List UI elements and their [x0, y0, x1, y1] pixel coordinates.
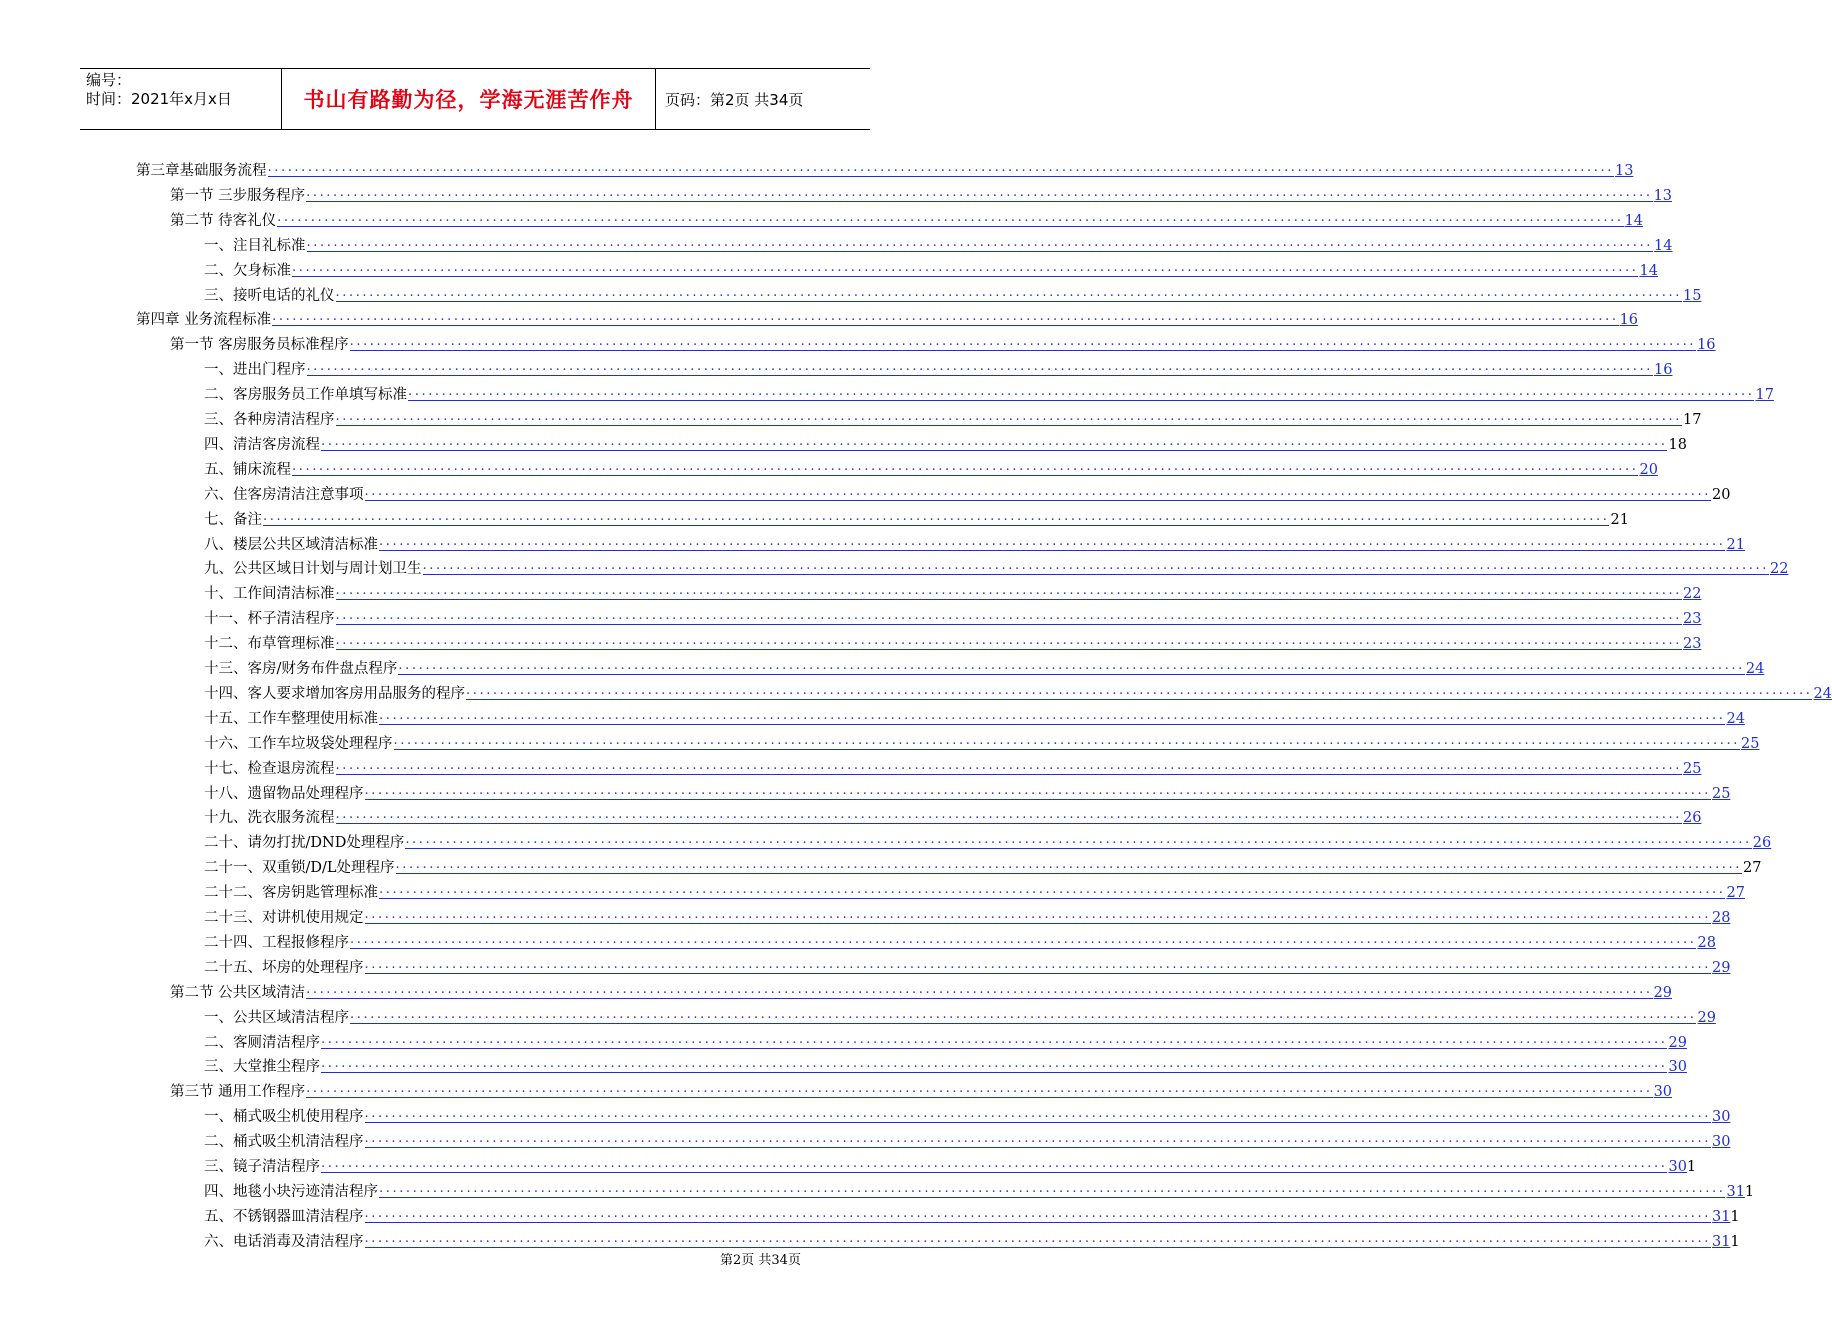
toc-entry-page[interactable]: 14	[1653, 237, 1673, 254]
toc-entry[interactable]	[204, 604, 1702, 628]
toc-leader-dots: ........................................................................................................................................................................................................	[306, 1081, 1653, 1097]
toc-leader-dots: ........................................................................................................................................................................................................	[292, 259, 1639, 275]
toc-entry-page[interactable]: 13	[1653, 187, 1673, 204]
toc-entry[interactable]	[204, 1202, 1740, 1226]
toc-entry-page[interactable]: 28	[1711, 910, 1731, 926]
toc-leader-dots: ........................................................................................................................................................................................................	[422, 558, 1769, 574]
toc-entry-label: 十四、客人要求增加客房用品服务的程序	[204, 685, 465, 702]
toc-leader-dots: ........................................................................................................................................................................................................	[379, 882, 1726, 898]
toc-leader-dots: ........................................................................................................................................................................................................	[306, 184, 1653, 200]
toc-entry-page[interactable]: 16	[1653, 362, 1673, 379]
toc-entry[interactable]	[204, 1102, 1731, 1126]
toc-entry[interactable]	[170, 330, 1716, 354]
toc-entry[interactable]	[204, 505, 1629, 529]
toc-entry-page[interactable]: 23	[1682, 611, 1702, 628]
toc-leader-dots: ........................................................................................................................................................................................................	[335, 757, 1682, 773]
toc-entry-label: 七、备注	[204, 511, 262, 528]
toc-entry[interactable]	[204, 903, 1731, 927]
toc-leader-dots: ........................................................................................................................................................................................................	[364, 1230, 1711, 1246]
toc-leader-dots: ........................................................................................................................................................................................................	[379, 707, 1726, 723]
toc-entry-label: 二十二、客房钥匙管理标准	[204, 885, 378, 902]
toc-leader-dots: ........................................................................................................................................................................................................	[350, 1006, 1697, 1022]
toc-leader-dots: ........................................................................................................................................................................................................	[379, 533, 1726, 549]
toc-leader-dots: ........................................................................................................................................................................................................	[306, 234, 1653, 250]
toc-entry-page[interactable]: 17	[1755, 387, 1774, 404]
toc-entry[interactable]	[170, 978, 1673, 1002]
toc-entry-page[interactable]: 28	[1697, 934, 1716, 951]
toc-entry[interactable]	[204, 853, 1762, 877]
toc-entry-label: 二十一、双重锁/D/L处理程序	[204, 860, 395, 877]
toc-entry[interactable]	[204, 928, 1716, 952]
toc-leader-dots: ........................................................................................................................................................................................................	[398, 658, 1745, 673]
page-footer: 第2页 共34页	[720, 1253, 801, 1268]
toc-entry-page[interactable]: 27	[1726, 885, 1745, 902]
toc-entry-label: 第四章 业务流程标准	[136, 312, 272, 329]
toc-entry-page[interactable]: 24	[1745, 661, 1765, 677]
toc-entry-label: 二十四、工程报修程序	[204, 934, 349, 951]
toc-entry-page[interactable]: 23	[1682, 636, 1702, 653]
toc-entry-label: 第三章基础服务流程	[136, 163, 267, 179]
toc-leader-dots: ........................................................................................................................................................................................................	[364, 1106, 1711, 1122]
toc-entry-page[interactable]: 29	[1711, 959, 1731, 976]
toc-entry[interactable]	[170, 206, 1644, 230]
toc-entry-label: 第二节 公共区域清洁	[170, 984, 306, 1001]
toc-entry-page[interactable]: 24	[1813, 685, 1832, 702]
toc-leader-dots: ........................................................................................................................................................................................................	[349, 334, 1697, 350]
toc-entry-page[interactable]: 17	[1682, 412, 1702, 428]
toc-entry-label: 二、欠身标准	[204, 262, 291, 279]
toc-entry[interactable]	[204, 380, 1774, 404]
toc-leader-dots: ........................................................................................................................................................................................................	[335, 409, 1682, 424]
toc-entry-page[interactable]: 29	[1653, 984, 1673, 1001]
page-info: 页码：第2页 共34页	[665, 90, 804, 109]
toc-entry[interactable]	[204, 1127, 1731, 1151]
toc-entry-page[interactable]: 30	[1711, 1109, 1731, 1126]
toc-entry-page[interactable]: 30	[1711, 1134, 1731, 1151]
toc-entry-page[interactable]: 16	[1697, 337, 1716, 354]
toc-entry[interactable]	[204, 1028, 1687, 1052]
toc-entry-label: 八、楼层公共区域清洁标准	[204, 536, 378, 553]
motto: 书山有路勤为径，学海无涯苦作舟	[303, 88, 634, 112]
toc-entry-page[interactable]: 20	[1639, 461, 1658, 478]
toc-entry-label: 十九、洗衣服务流程	[204, 810, 335, 827]
toc-entry[interactable]	[204, 679, 1832, 703]
toc-entry-page[interactable]: 27	[1743, 860, 1762, 877]
toc-entry-label: 一、进出门程序	[204, 362, 306, 379]
toc-entry[interactable]	[204, 828, 1772, 852]
toc-entry[interactable]	[204, 405, 1702, 429]
toc-entry-page[interactable]: 13	[1614, 163, 1634, 179]
toc-entry-suffix: 1	[1730, 1233, 1740, 1250]
toc-entry-label: 四、清洁客房流程	[204, 436, 320, 453]
toc-entry-page[interactable]: 30	[1668, 1159, 1687, 1175]
toc-entry[interactable]	[204, 480, 1731, 504]
toc-entry-page[interactable]: 18	[1668, 436, 1687, 453]
toc-entry[interactable]	[204, 754, 1702, 778]
toc-entry[interactable]	[170, 1077, 1673, 1101]
toc-leader-dots: ........................................................................................................................................................................................................	[364, 782, 1711, 798]
toc-entry[interactable]	[204, 231, 1673, 255]
toc-leader-dots: ........................................................................................................................................................................................................	[272, 309, 1619, 325]
toc-entry[interactable]	[204, 530, 1745, 554]
toc-entry-label: 二十、请勿打扰/DND处理程序	[204, 835, 405, 852]
toc-entry-page[interactable]: 21	[1610, 511, 1629, 528]
toc-entry[interactable]	[204, 729, 1760, 753]
toc-leader-dots: ........................................................................................................................................................................................................	[335, 807, 1682, 823]
toc-entry[interactable]	[204, 779, 1731, 803]
toc-leader-dots: ........................................................................................................................................................................................................	[408, 384, 1755, 400]
toc-entry[interactable]	[170, 181, 1673, 205]
toc-entry-page[interactable]: 24	[1726, 710, 1745, 727]
toc-entry[interactable]	[204, 256, 1658, 280]
toc-entry[interactable]	[204, 455, 1658, 479]
toc-entry-page[interactable]: 22	[1769, 561, 1789, 578]
toc-entry-label: 一、公共区域清洁程序	[204, 1009, 349, 1026]
toc-entry-page[interactable]: 25	[1740, 735, 1760, 752]
toc-leader-dots: ........................................................................................................................................................................................................	[335, 633, 1682, 649]
toc-entry[interactable]	[204, 704, 1745, 728]
toc-entry[interactable]	[204, 355, 1673, 379]
number-label: 编号：	[86, 71, 132, 89]
toc-entry-page[interactable]: 29	[1668, 1034, 1687, 1051]
toc-entry-page[interactable]: 26	[1682, 810, 1702, 827]
toc-leader-dots: ........................................................................................................................................................................................................	[466, 682, 1813, 698]
toc-entry[interactable]	[204, 1052, 1687, 1076]
toc-entry-label: 三、各种房清洁程序	[204, 412, 335, 428]
toc-entry-label: 二、客厕清洁程序	[204, 1034, 320, 1051]
toc-leader-dots: ........................................................................................................................................................................................................	[364, 1205, 1711, 1221]
toc-leader-dots: ........................................................................................................................................................................................................	[364, 956, 1711, 972]
toc-entry-page[interactable]: 29	[1697, 1009, 1716, 1026]
toc-entry-page[interactable]: 14	[1624, 212, 1644, 229]
toc-entry-label: 六、电话消毒及清洁程序	[204, 1233, 364, 1250]
toc-leader-dots: ........................................................................................................................................................................................................	[350, 931, 1697, 947]
toc-entry-label: 第三节 通用工作程序	[170, 1084, 306, 1101]
toc-entry-label: 十二、布草管理标准	[204, 636, 335, 653]
toc-entry-page[interactable]: 21	[1726, 536, 1745, 553]
toc-leader-dots: ........................................................................................................................................................................................................	[306, 981, 1653, 997]
toc-entry-page[interactable]: 31	[1711, 1208, 1731, 1225]
toc-entry-label: 六、住客房清洁注意事项	[204, 486, 364, 503]
toc-entry-suffix: 1	[1744, 1183, 1755, 1200]
toc-entry-label: 三、镜子清洁程序	[204, 1159, 320, 1175]
toc-entry-page[interactable]: 31	[1711, 1233, 1731, 1250]
toc-entry-label: 二十三、对讲机使用规定	[204, 910, 364, 926]
toc-entry-label: 第二节 待客礼仪	[170, 212, 277, 229]
toc-entry[interactable]	[204, 1003, 1716, 1027]
toc-entry-label: 十三、客房/财务布件盘点程序	[204, 661, 398, 677]
toc-entry-label: 第一节 三步服务程序	[170, 187, 306, 204]
toc-leader-dots: ........................................................................................................................................................................................................	[364, 907, 1711, 922]
toc-entry-label: 二十五、坏房的处理程序	[204, 959, 364, 976]
header-motto-cell	[281, 69, 656, 129]
toc-leader-dots: ........................................................................................................................................................................................................	[321, 1056, 1668, 1072]
header-page-cell	[655, 69, 870, 129]
toc-entry-page[interactable]: 26	[1752, 835, 1772, 852]
toc-entry-label: 二、客房服务员工作单填写标准	[204, 387, 407, 404]
toc-entry-label: 四、地毯小块污迹清洁程序	[204, 1183, 378, 1200]
toc-entry-label: 十五、工作车整理使用标准	[204, 710, 378, 727]
toc-leader-dots: ........................................................................................................................................................................................................	[395, 857, 1742, 873]
toc-leader-dots: ........................................................................................................................................................................................................	[292, 458, 1639, 474]
toc-entry-label: 十、工作间清洁标准	[204, 586, 335, 603]
toc-entry-label: 十六、工作车垃圾袋处理程序	[204, 735, 393, 752]
toc-entry-label: 第一节 客房服务员标准程序	[170, 337, 349, 354]
toc-leader-dots: ........................................................................................................................................................................................................	[393, 732, 1740, 748]
toc-entry[interactable]	[204, 430, 1687, 454]
toc-entry-page[interactable]: 25	[1711, 785, 1731, 802]
toc-entry[interactable]	[204, 878, 1745, 902]
header-meta	[80, 69, 281, 129]
toc-entry[interactable]	[204, 953, 1731, 977]
toc-entry-label: 十一、杯子清洁程序	[204, 611, 335, 628]
toc-leader-dots: ........................................................................................................................................................................................................	[321, 1156, 1668, 1171]
toc-entry[interactable]	[136, 156, 1634, 180]
toc-entry-suffix: 1	[1730, 1208, 1740, 1225]
toc-entry-label: 三、接听电话的礼仪	[204, 287, 335, 304]
toc-entry-page[interactable]: 22	[1682, 586, 1702, 603]
toc-leader-dots: ........................................................................................................................................................................................................	[335, 583, 1682, 599]
toc-entry-suffix: 1	[1686, 1159, 1697, 1175]
toc-entry[interactable]	[204, 629, 1702, 653]
toc-entry-page[interactable]: 15	[1682, 287, 1702, 304]
time-label: 时间：2021年x月x日	[86, 90, 232, 108]
toc-entry[interactable]	[204, 803, 1702, 827]
toc-leader-dots: ........................................................................................................................................................................................................	[267, 160, 1614, 175]
toc-entry-label: 二、桶式吸尘机清洁程序	[204, 1134, 364, 1151]
toc-entry-label: 五、不锈钢器皿清洁程序	[204, 1208, 364, 1225]
toc-entry[interactable]	[204, 554, 1789, 578]
toc-entry-label: 一、桶式吸尘机使用程序	[204, 1109, 364, 1126]
toc-leader-dots: ........................................................................................................................................................................................................	[263, 508, 1610, 524]
toc-entry-page[interactable]: 20	[1711, 486, 1731, 503]
toc-entry-label: 三、大堂推尘程序	[204, 1059, 320, 1076]
toc-leader-dots: ........................................................................................................................................................................................................	[364, 1131, 1711, 1147]
toc-leader-dots: ........................................................................................................................................................................................................	[277, 209, 1624, 225]
toc-entry[interactable]	[136, 305, 1639, 329]
toc-entry[interactable]	[204, 1177, 1755, 1201]
toc-entry-page[interactable]: 14	[1639, 262, 1658, 279]
toc-leader-dots: ........................................................................................................................................................................................................	[335, 284, 1682, 300]
toc-entry-page[interactable]: 16	[1619, 312, 1639, 329]
toc-entry-label: 九、公共区域日计划与周计划卫生	[204, 561, 422, 578]
toc-leader-dots: ........................................................................................................................................................................................................	[379, 1180, 1726, 1196]
toc-entry[interactable]	[204, 1227, 1740, 1251]
page-header	[80, 68, 870, 130]
toc-leader-dots: ........................................................................................................................................................................................................	[405, 832, 1752, 848]
toc-entry-page[interactable]: 31	[1726, 1183, 1745, 1200]
toc-leader-dots: ........................................................................................................................................................................................................	[335, 608, 1682, 624]
toc-entry-label: 十七、检查退房流程	[204, 760, 335, 777]
toc-entry-label: 一、注目礼标准	[204, 237, 306, 254]
toc-entry-page[interactable]: 30	[1668, 1059, 1687, 1076]
toc-entry-label: 五、铺床流程	[204, 461, 291, 478]
toc-entry[interactable]	[204, 654, 1765, 678]
toc-leader-dots: ........................................................................................................................................................................................................	[321, 1031, 1668, 1047]
toc-entry-label: 十八、遗留物品处理程序	[204, 785, 364, 802]
toc-entry[interactable]	[204, 579, 1702, 603]
toc-entry-page[interactable]: 25	[1682, 760, 1702, 777]
toc-leader-dots: ........................................................................................................................................................................................................	[321, 433, 1668, 449]
toc-leader-dots: ........................................................................................................................................................................................................	[364, 483, 1711, 499]
toc-leader-dots: ........................................................................................................................................................................................................	[306, 359, 1653, 375]
toc-entry-page[interactable]: 30	[1653, 1084, 1673, 1101]
toc-entry[interactable]	[204, 1152, 1697, 1176]
toc-entry[interactable]	[204, 281, 1702, 305]
